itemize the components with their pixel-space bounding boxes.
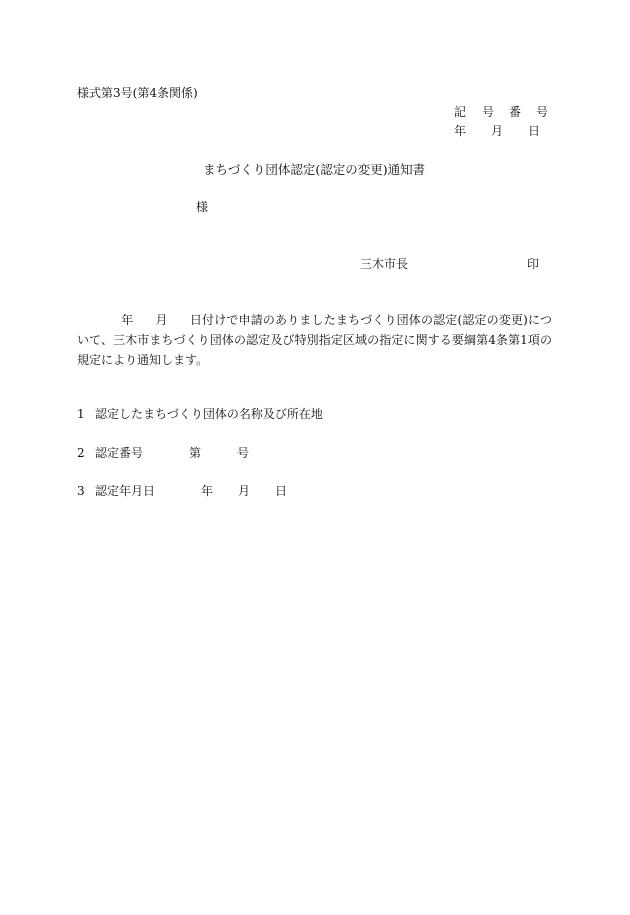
issue-date-day: 日 <box>528 124 541 138</box>
list-item <box>77 482 287 499</box>
ref-char: 番 <box>509 105 522 119</box>
body-year: 年 <box>121 313 134 327</box>
body-text: 日付けで申請のありましたまちづくり団体の認定(認定の変更)について、三木市まちづくり団体の認定及び特別指定区域の指定に関する要綱第4条第1項の規定により通知します。 <box>77 313 552 367</box>
ref-char: 記 <box>454 105 467 119</box>
item-number: 1 <box>77 407 85 421</box>
list-item <box>77 444 249 461</box>
issue-date-month: 月 <box>491 124 504 138</box>
item-label: 認定したまちづくり団体の名称及び所在地 <box>95 407 323 421</box>
issuer-name: 三木市長 <box>360 257 409 271</box>
item-prefix: 第 <box>189 446 202 460</box>
addressee-suffix: 様 <box>196 200 209 214</box>
ref-char: 号 <box>482 105 495 119</box>
item-label: 認定年月日 <box>95 484 156 498</box>
item-number: 3 <box>77 484 85 498</box>
body-paragraph <box>77 310 552 370</box>
ref-char: 号 <box>536 105 549 119</box>
issue-date <box>454 122 540 139</box>
item-label: 認定番号 <box>95 446 144 460</box>
issue-date-year: 年 <box>454 124 467 138</box>
document-title: まちづくり団体認定(認定の変更)通知書 <box>203 162 426 177</box>
item-number: 2 <box>77 446 85 460</box>
item-year: 年 <box>201 484 214 498</box>
form-label: 様式第3号(第4条関係) <box>77 86 198 100</box>
list-item <box>77 405 323 422</box>
reference-number <box>454 103 548 120</box>
item-suffix: 号 <box>237 446 250 460</box>
body-month: 月 <box>155 313 168 327</box>
item-month: 月 <box>238 484 251 498</box>
item-day: 日 <box>275 484 288 498</box>
seal-mark: 印 <box>527 257 540 271</box>
